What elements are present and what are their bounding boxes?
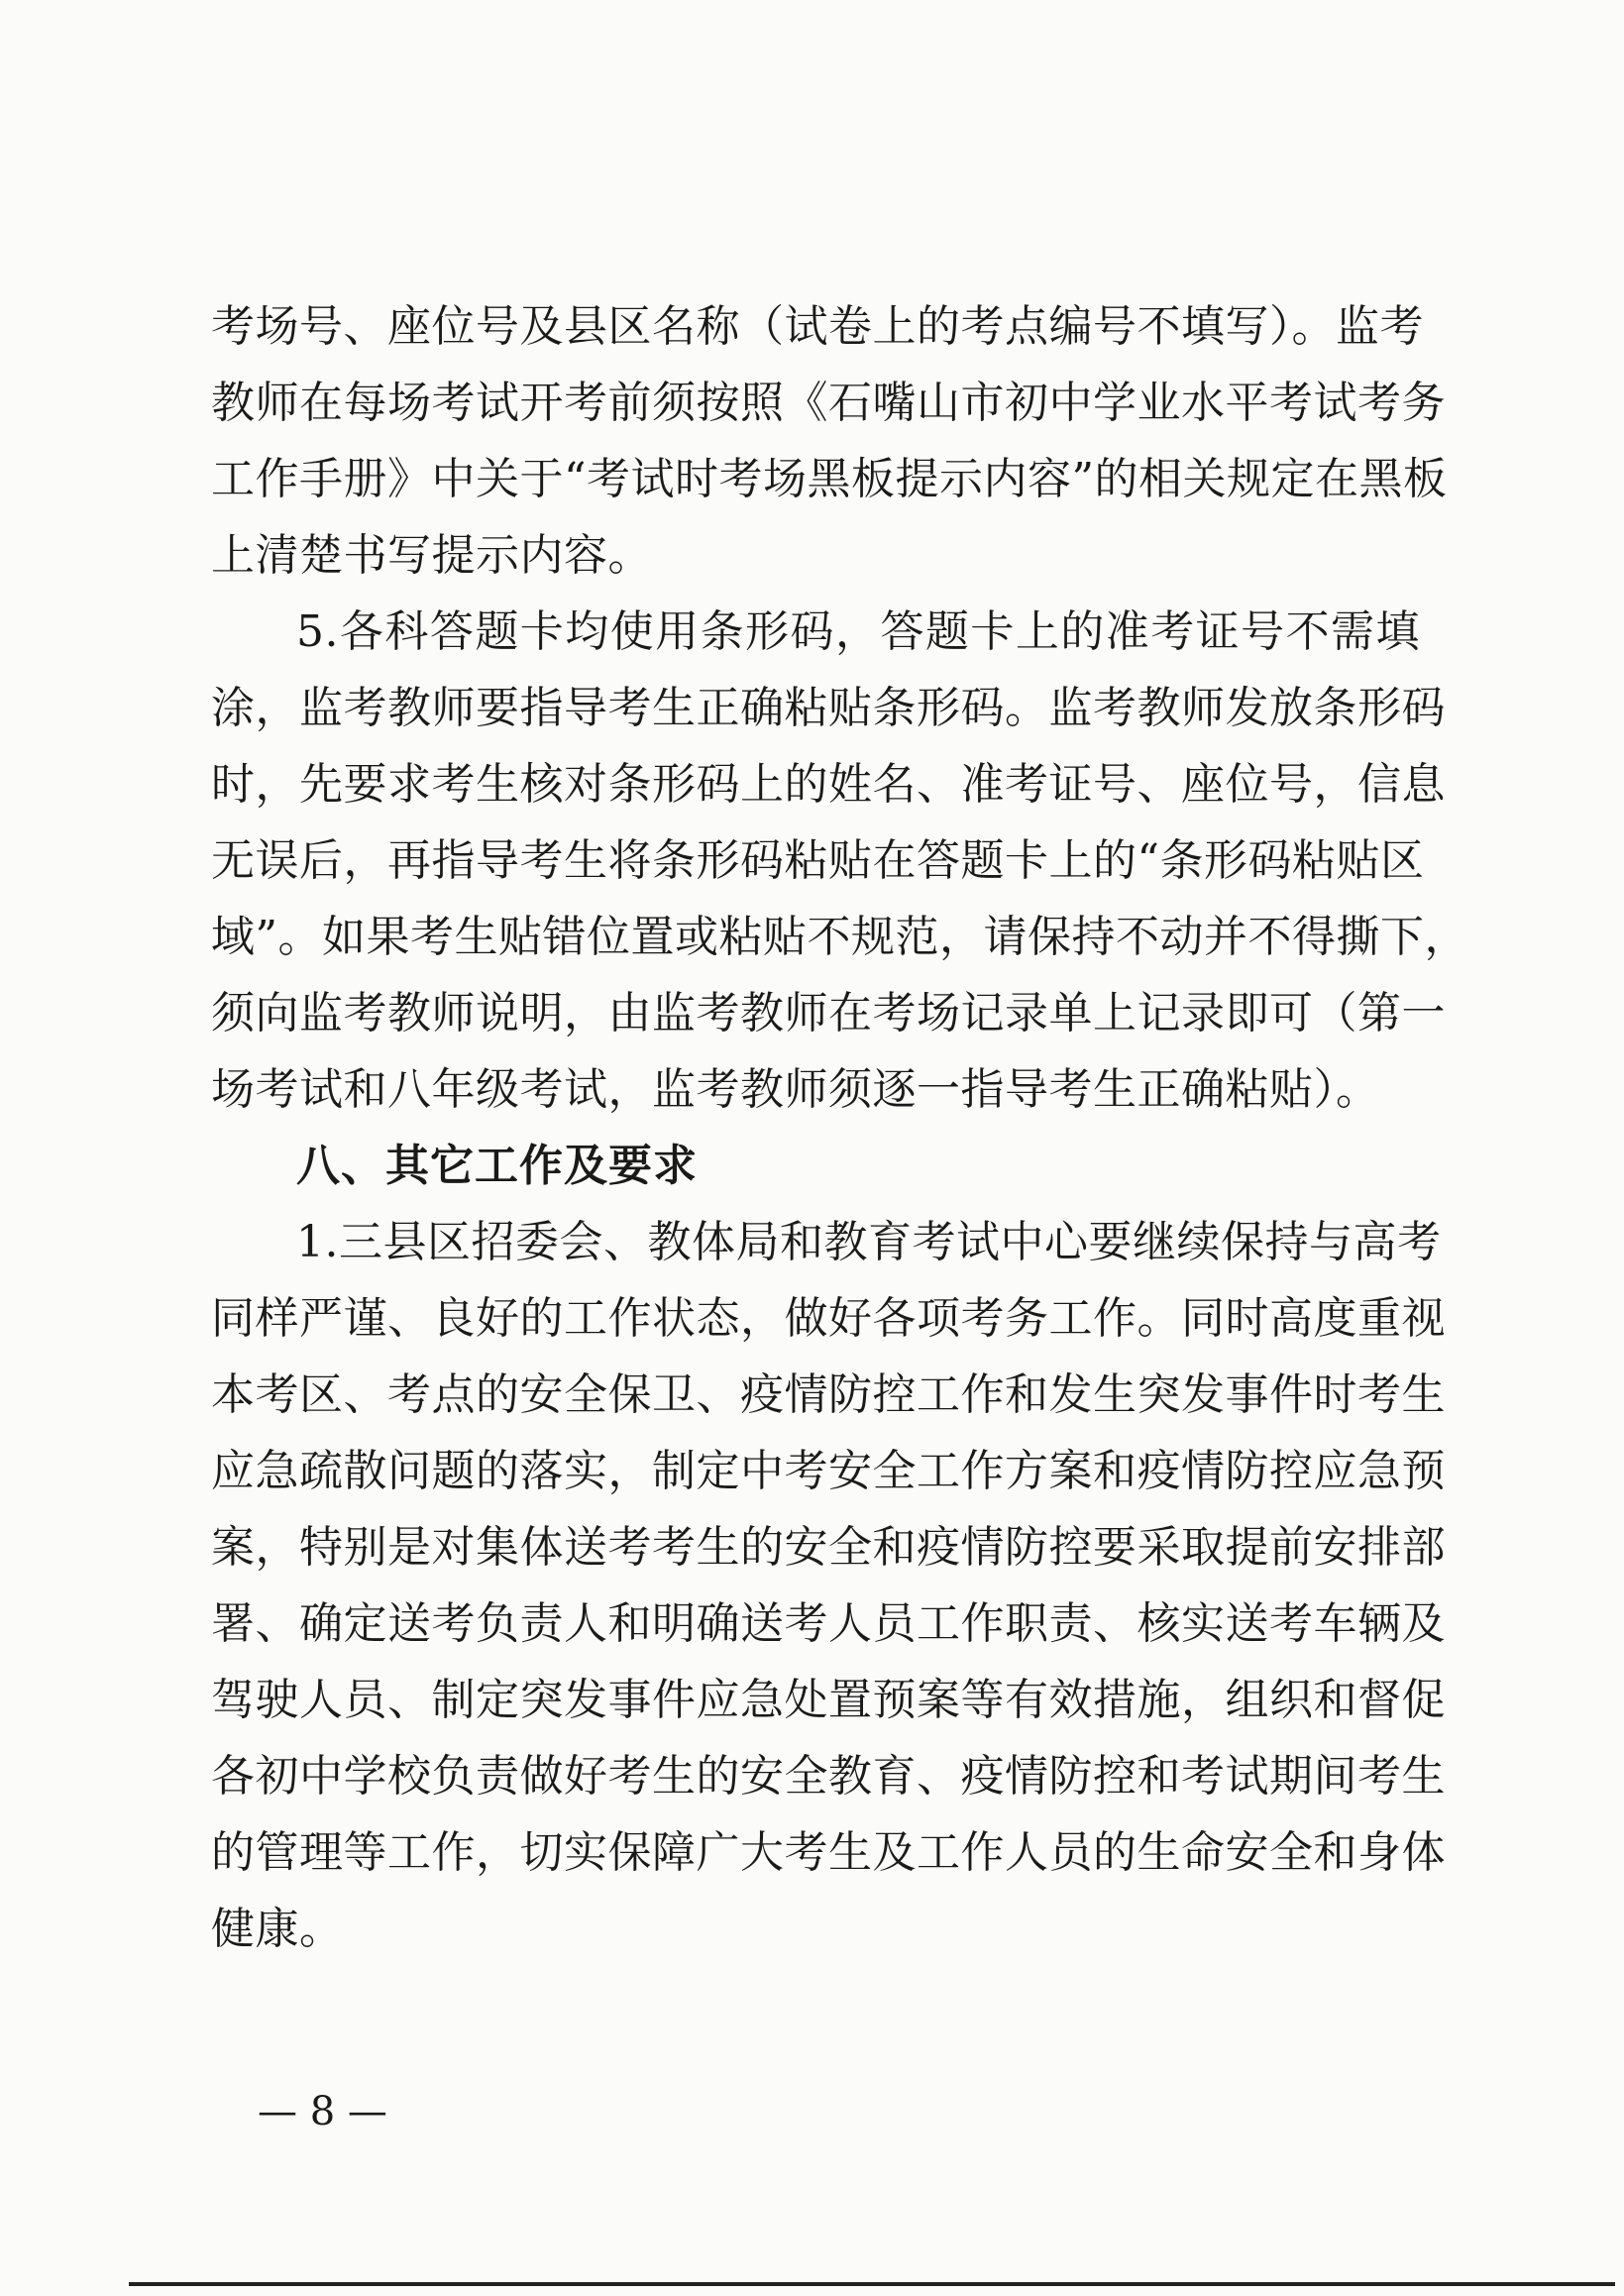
body-line: 工作手册》中关于“考试时考场黑板提示内容”的相关规定在黑板 [211, 454, 1448, 504]
body-line: 案，特别是对集体送考考生的安全和疫情防控要采取提前安排部 [211, 1522, 1446, 1573]
body-line: 驾驶人员、制定突发事件应急处置预案等有效措施，组织和督促 [211, 1675, 1446, 1725]
body-line: 域”。如果考生贴错位置或粘贴不规范，请保持不动并不得撕下， [211, 912, 1468, 962]
body-line: 署、确定送考负责人和明确送考人员工作职责、核实送考车辆及 [211, 1598, 1446, 1649]
body-line: 教师在每场考试开考前须按照《石嘴山市初中学业水平考试考务 [211, 378, 1446, 428]
body-line: 各初中学校负责做好考生的安全教育、疫情防控和考试期间考生 [211, 1751, 1446, 1802]
body-line: 的管理等工作，切实保障广大考生及工作人员的生命安全和身体 [211, 1827, 1446, 1878]
body-line: 同样严谨、良好的工作状态，做好各项考务工作。同时高度重视 [211, 1293, 1446, 1344]
body-line: 涂，监考教师要指导考生正确粘贴条形码。监考教师发放条形码 [211, 683, 1446, 733]
body-line: 须向监考教师说明，由监考教师在考场记录单上记录即可（第一 [211, 988, 1446, 1039]
body-line: 本考区、考点的安全保卫、疫情防控工作和发生突发事件时考生 [211, 1369, 1446, 1420]
page-number: — 8 — [258, 2089, 387, 2134]
bottom-rule [129, 2282, 1615, 2286]
paragraph-first-line: 1.三县区招委会、教体局和教育考试中心要继续保持与高考 [296, 1217, 1442, 1267]
body-line: 考场号、座位号及县区名称（试卷上的考点编号不填写）。监考 [211, 301, 1424, 352]
body-line: 健康。 [211, 1904, 344, 1954]
body-line: 无误后，再指导考生将条形码粘贴在答题卡上的“条形码粘贴区 [211, 835, 1425, 886]
body-line: 场考试和八年级考试，监考教师须逐一指导考生正确粘贴）。 [211, 1064, 1380, 1115]
body-line: 时，先要求考生核对条形码上的姓名、准考证号、座位号，信息 [211, 759, 1446, 810]
body-line: 应急疏散问题的落实，制定中考安全工作方案和疫情防控应急预 [211, 1446, 1446, 1496]
section-heading: 八、其它工作及要求 [296, 1141, 698, 1191]
body-line: 上清楚书写提示内容。 [211, 530, 652, 581]
paragraph-first-line: 5.各科答题卡均使用条形码，答题卡上的准考证号不需填 [296, 606, 1420, 657]
